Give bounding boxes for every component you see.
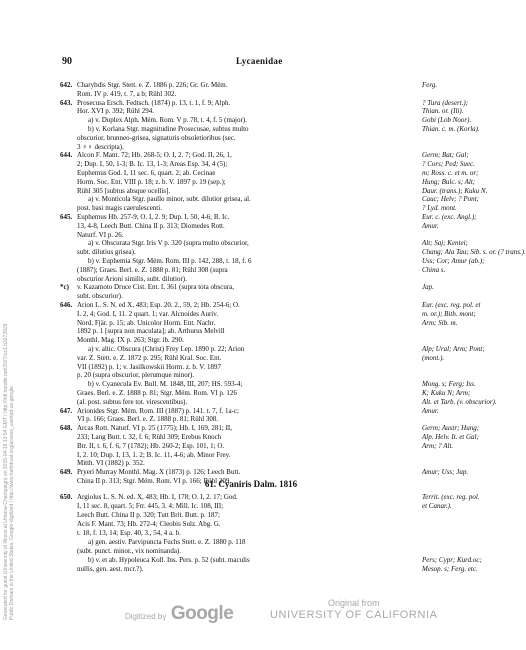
entry-text: Mitth. VI (1882) p. 352. xyxy=(77,459,145,468)
distribution-text: Eur. (exc. reg. pol. et xyxy=(422,301,481,309)
digitized-by-watermark xyxy=(125,603,233,625)
entry-text: a) gen. aestiv. Parvipuncta Fuchs Stett. e. Z. 1880 p. 118 xyxy=(88,538,246,546)
entry-text: Euphemus God. I, 11 sec. 6, quart. 2; ab. Cecinae xyxy=(77,169,216,177)
entry-text: Hor. XVI p. 392; Rühl 294. xyxy=(77,107,154,116)
entry-text: subt. dilutius grisea). xyxy=(77,248,136,257)
distribution-text: Hung; Bulc. s; Alt; xyxy=(422,177,476,186)
entry-text: b) v. et ab. Hypoleuca Koll. Ins. Pers. p. 52 (subt. maculis xyxy=(88,556,250,564)
entry-text: Monthl. Mag. IX p. 263; Stgr. ib. 290. xyxy=(77,336,184,345)
entry-text: b) v. Euphemia Stgr. Mém. Rom. III p. 142, 288, t. 18, f. 6 xyxy=(88,257,252,265)
entry-text: Btr. II, t. 6, f. 6, 7 (1782); Hb. 260-2; Esp. 101, 1; O. xyxy=(77,441,225,450)
entry-text: VII (1892) p. 1; v. Jasilkowskii Horm. z. b. V. 1897 xyxy=(77,362,221,371)
distribution-text: Gobi (Lob Noor). xyxy=(422,116,472,125)
entry-text: obscurior Arioni similis, subt. dilutior). xyxy=(77,274,187,283)
entry-text: 3 ♀♀ descripta). xyxy=(77,142,124,151)
distribution-text: Mong. s; Ferg; Iss. xyxy=(422,380,476,389)
entry-text: Arionides Stgr. Mém. Rom. III (1887) p. 141. t. 7, f. 1a-c; xyxy=(77,406,239,415)
distribution-text: Arm; Sib. m. xyxy=(422,318,458,327)
distribution-text: Amur. xyxy=(422,221,439,230)
entry-text: subt. obscurior). xyxy=(77,292,123,301)
google-logo-text: Google xyxy=(170,603,234,624)
entry-text: Charybdis Stgr. Stett. e. Z. 1886 p. 226; Gr. Gr. Mém. xyxy=(77,81,228,89)
original-from-watermark xyxy=(270,598,438,622)
distribution-text: Thian. c. m. (Korla). xyxy=(422,125,480,133)
distribution-text: ? Cors; Ped; Suec. xyxy=(422,160,475,169)
running-title: Lycaenidae xyxy=(236,56,283,66)
distribution-text: China s. xyxy=(422,265,446,274)
entry-text: p. 20 (supra obscurior, plerumque minor). xyxy=(77,371,195,380)
entry-text: Alcon F. Mant. 72; Hb. 268-5; O. I, 2. 7; God. II, 26, 1, xyxy=(77,151,232,160)
entry-text: Rom. IV p. 419, t. 7, a b; Rühl 302. xyxy=(77,89,177,98)
entry-text: v. Kazamoto Druce Cist. Ent. I, 361 (supra tota obscura, xyxy=(77,283,235,292)
distribution-text: Germ; Austr; Hung; xyxy=(422,424,480,433)
distribution-text: K; Kuku N; Arm; xyxy=(422,389,471,397)
distribution-text: Arm; ? Alt. xyxy=(422,441,454,450)
entry-number: 645. xyxy=(60,213,73,221)
entry-text: 1892 p. 1 [supra non maculata]; ab. Arthurus Melvill xyxy=(77,327,225,336)
entry-text: I, 2. 10; Dup. I, 13, 1. 2; B. Ic. 11, 4-6; ab. Minor Frey. xyxy=(77,450,231,459)
entry-text: var. Z. Stett. e. Z. 1872 p. 295; Rühl Kral. Soc. Ent. xyxy=(77,353,222,362)
entry-text: nullis, gen. aest. mcr.?). xyxy=(77,565,144,573)
distribution-text: m; Ross. c. et m. or; xyxy=(422,169,479,177)
distribution-text: Amur. xyxy=(422,406,439,415)
entry-text: b) v. Korlana Stgr. magnitudine Prosecusae, subtus multo xyxy=(88,125,249,133)
entry-text: 2; Dup. I, 50, 1-3; B. Ic. 13, 1-3; Areas Esp. 34, 4 (5); xyxy=(77,160,228,169)
entry-text: Arion L. S. N. ed X, 483; Esp. 20. 2., 59, 2; Hb. 254-6; O. xyxy=(77,301,240,309)
entry-text: b) v. Cyanecula Ev. Bull. M. 1848, III, 207; HS. 593-4; xyxy=(88,380,243,389)
distribution-text: Alt. et Tarb. (v. obscurior). xyxy=(422,397,497,406)
entry-number: 643. xyxy=(60,98,73,107)
entry-number: 647. xyxy=(60,406,73,415)
distribution-text: Amur; Uss; Jap. xyxy=(422,468,469,477)
entry-text: 233; Lang Butt. t. 32, f. 6; Rühl 309; Erebus Knoch xyxy=(77,433,222,441)
entry-text: Acis F. Mant. 73; Hb. 272-4; Cleobis Sulz. Abg. G. xyxy=(77,520,221,528)
entry-text: I. 2, 4; God. I, 11. 2 quart. 1; var. Alcnoides Auriv. xyxy=(77,309,219,318)
distribution-text: Alt; Saj; Kentei; xyxy=(422,239,468,248)
side-watermark-line: Generated for guest (University of Illinois at Urbana-Champaign) on 2015-04-18 13:54 GMT / http://hdl.handle.net/2027/uc1.b3272928 xyxy=(3,323,9,620)
entry-number: 649. xyxy=(60,468,73,477)
entry-text: (al. post. subtus fere tot. virescentibus). xyxy=(77,397,188,406)
distribution-text: Alp; Ural; Arm; Pont; xyxy=(422,345,485,353)
distribution-text: Eur. c. (exc. Angl.); xyxy=(422,213,477,221)
distribution-text: ? Lyd. mont. xyxy=(422,204,457,213)
distribution-text: Jap. xyxy=(422,283,434,292)
distribution-text: Alp. Helv. It. et Gal; xyxy=(422,433,479,441)
entry-text: (1887); Graes. Berl. e. Z. 1888 p. 81; Rühl 308 (supra xyxy=(77,265,228,274)
digitized-prefix: Digitized by xyxy=(125,612,167,621)
entry-text: Graes. Berl. e. Z. 1888 p. 81; Stgr. Mém. Rom. VI p. 126 xyxy=(77,389,237,397)
distribution-text: Cauc; Helv; ? Pont; xyxy=(422,195,479,204)
entry-number: 644. xyxy=(60,151,73,160)
entry-text: Leech Butt. China II p. 320; Tutt Brit. Butt. p. 187; xyxy=(77,511,220,519)
entry-text: t. 18, f. 13, 14; Esp. 40, 3., 54, 4 a. b. xyxy=(77,529,181,537)
entry-number: *c) xyxy=(60,283,69,292)
side-watermark-line: Public Domain in the United States, Google-digitized / http://www.hathitrust.org/access_use#pd-us-google xyxy=(9,386,15,620)
entry-text: obscurior, brunneo-grisea, signaturis obsoletioribus (sec. xyxy=(77,133,236,142)
entry-text: (subt. punct. minor., vix nominanda). xyxy=(77,547,182,555)
distribution-text: Thian. or. (Ili). xyxy=(422,107,464,116)
entry-text: Argiolus L. S. N. ed. X, 483; Hb. I, 178; O. I, 2. 17; God. xyxy=(77,493,238,501)
entry-number: 648. xyxy=(60,424,73,433)
side-watermark xyxy=(3,324,15,620)
distribution-text: Germ; Bat; Gal; xyxy=(422,151,469,160)
entry-text: I, 11 sec. 8, quart. 5; Frr. 445, 3. 4; Mill. Ic. 108, III; xyxy=(77,502,224,510)
original-source: UNIVERSITY OF CALIFORNIA xyxy=(270,609,438,621)
entry-text: a) v. Monticola Stgr. paullo minor, subt. dilutior grisea, al. xyxy=(88,195,251,204)
entry-number: 650. xyxy=(60,493,73,501)
entry-text: Rühl 305 [subtus absque ocellis]. xyxy=(77,186,171,195)
entry-text: Horm. Soc. Ent. VIII p. 18; z. b. V. 1897 p. 19 (sep.); xyxy=(77,177,226,186)
entry-text: Pryeri Murray Monthl. Mag. X (1873) p. 126; Leech Butt. xyxy=(77,468,241,477)
entry-number: 646. xyxy=(60,301,73,309)
entry-text: VI p. 166; Graes. Berl. e. Z. 1888 p. 81; Rühl 308. xyxy=(77,415,219,424)
entry-text: China II p. 313; Stgr. Mém. Rom. VI p. 166; Rühl 309. xyxy=(77,477,232,485)
distribution-text: Chang; Ala Tau; Sib. s. or. (? trans.). xyxy=(422,248,526,257)
distribution-text: Pers; Cypr; Kurd.oc; xyxy=(422,556,482,564)
entry-text: a) v. Duplex Alph. Mém. Rom. V p. 78, t. 4, f. 5 (major). xyxy=(88,116,247,125)
entry-text: 13, 4-8, Leech Butt. China II p. 313; Diomedes Rott. xyxy=(77,221,225,230)
entry-text: a) v. Obscurata Stgr. Iris V p. 320 (supra multo obscurior, xyxy=(88,239,249,248)
entry-text: Prosecusa Ersch. Fedtsch. (1874) p. 13, t. 1, f. 9; Alph. xyxy=(77,98,231,107)
distribution-text: Daur. (trans.); Kuku N. xyxy=(422,186,488,195)
entry-text: post. basi magis caerulescenti. xyxy=(77,204,162,213)
distribution-text: et Canar.). xyxy=(422,502,452,510)
entry-text: a) v. altic. Obscura (Christ) Frey Lep. 1890 p. 22; Arion xyxy=(88,345,245,353)
distribution-text: ? Tura (desert.); xyxy=(422,98,469,107)
entry-number: 642. xyxy=(60,81,73,89)
original-prefix: Original from xyxy=(328,598,380,608)
entry-text: Euphemus Hb. 257-9; O. I, 2. 9; Dup. I, 50, 4-6; B. Ic. xyxy=(77,213,230,221)
distribution-text: (mont.). xyxy=(422,353,445,362)
entry-text: Nord. Fjär. p. 15; ab. Unicolor Horm. Ent. Nachr. xyxy=(77,318,216,327)
family-heading: 61. Cyaniris Dalm. 1816 xyxy=(204,479,298,489)
distribution-text: Territ. (exc. reg. pol. xyxy=(422,493,480,501)
distribution-text: Mesop. s; Ferg. etc. xyxy=(422,565,478,573)
distribution-text: Uss; Cor; Amur (ab.); xyxy=(422,257,485,265)
page-number: 90 xyxy=(62,56,72,67)
distribution-text: Ferg. xyxy=(422,81,438,89)
distribution-text: m. or.); Bith. mont; xyxy=(422,309,476,318)
entry-text: Naturf. VI p. 26. xyxy=(77,230,124,239)
entry-text: Arcas Rott. Naturf. VI p. 25 (1775); Hb. I, 169, 281; II, xyxy=(77,424,233,433)
